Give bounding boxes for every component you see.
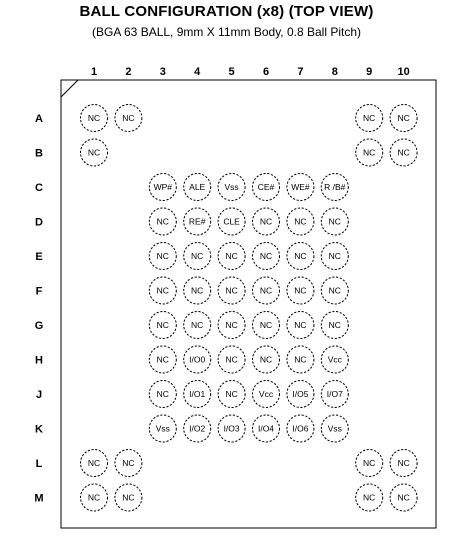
ball-label: NC [328, 285, 341, 296]
ball-label: I/O3 [223, 423, 240, 434]
ball-label: CLE [223, 216, 240, 227]
ball [356, 484, 383, 511]
ball [115, 105, 142, 132]
ball [287, 381, 314, 408]
ball [356, 139, 383, 166]
column-label: 6 [262, 66, 270, 78]
ball-label: Vss [224, 182, 239, 192]
ball [184, 174, 211, 201]
ball [149, 415, 176, 442]
ball [287, 277, 314, 304]
ball [321, 208, 348, 235]
ball-label: Vcc [258, 389, 274, 399]
ball-label: NC [225, 389, 238, 399]
ball-label: WE# [291, 182, 310, 192]
ball [218, 277, 245, 304]
ball [287, 243, 314, 270]
ball [321, 415, 348, 442]
ball-label: NC [294, 285, 307, 296]
ball-label: NC [363, 492, 376, 503]
ball [184, 381, 211, 408]
ball [115, 450, 142, 477]
ball-label: NC [87, 147, 101, 158]
ball [287, 312, 314, 339]
ball-label: NC [87, 113, 101, 123]
ball-label: I/O7 [326, 389, 343, 399]
ball-label: CE# [257, 182, 275, 192]
ball-label: R /B# [324, 182, 346, 192]
ball-label: NC [363, 458, 376, 468]
ball-label: I/O2 [189, 423, 206, 434]
ball-label: I/O0 [189, 354, 206, 365]
row-label: B [35, 147, 43, 160]
ball-label: NC [259, 216, 273, 227]
row-label: A [35, 113, 43, 125]
ball-label: NC [122, 113, 135, 123]
ball-label: I/O1 [189, 389, 206, 399]
ball-label: NC [397, 492, 410, 503]
ball-label: NC [191, 285, 204, 296]
ball [287, 208, 314, 235]
ball [253, 346, 280, 373]
ball [321, 174, 348, 201]
ball [218, 346, 245, 373]
column-label: 5 [228, 66, 235, 78]
column-label: 7 [297, 66, 304, 78]
row-label: J [35, 389, 43, 401]
ball-label: NC [397, 147, 410, 158]
ball-label: NC [363, 147, 376, 158]
ball-label: NC [87, 458, 101, 468]
diagram-subtitle: (BGA 63 BALL, 9mm X 11mm Body, 0.8 Ball Pitch) [92, 25, 361, 39]
ball [287, 174, 314, 201]
ball-label: NC [328, 320, 341, 330]
ball [218, 381, 245, 408]
ball-label: NC [156, 354, 169, 365]
column-label: 1 [90, 66, 98, 78]
ball [184, 243, 211, 270]
ball [81, 105, 108, 132]
ball [81, 139, 108, 166]
ball [253, 381, 280, 408]
ball [218, 174, 245, 201]
ball-label: NC [156, 216, 169, 227]
ball-label: NC [191, 320, 204, 330]
ball-label: NC [191, 251, 204, 261]
column-label: 2 [125, 66, 132, 78]
ball-label: NC [259, 285, 273, 296]
ball [321, 381, 348, 408]
ball-label: RE# [188, 216, 206, 227]
ball [115, 484, 142, 511]
ball [184, 346, 211, 373]
column-label: 10 [397, 66, 410, 78]
ball-label: NC [294, 251, 307, 261]
ball-label: WP# [153, 182, 173, 192]
ball-label: I/O5 [292, 389, 309, 399]
ball [81, 450, 108, 477]
row-label: G [34, 320, 44, 332]
ball-label: NC [156, 389, 169, 399]
ball-label: NC [294, 354, 307, 365]
ball [149, 208, 176, 235]
ball-label: NC [122, 458, 135, 468]
ball [184, 312, 211, 339]
pin1-marker [61, 80, 78, 97]
ball [149, 243, 176, 270]
ball [184, 415, 211, 442]
ball [390, 139, 417, 166]
ball [218, 415, 245, 442]
ball [81, 484, 108, 511]
row-label: M [34, 492, 44, 505]
ball-label: I/O4 [257, 423, 275, 434]
column-labels [91, 66, 410, 78]
ball [390, 105, 417, 132]
ball [184, 277, 211, 304]
ball-label: Vss [155, 423, 170, 434]
ball-label: Vss [327, 423, 342, 434]
ball-label: NC [259, 320, 273, 330]
ball [218, 208, 245, 235]
ball [253, 277, 280, 304]
ball [149, 277, 176, 304]
ball [321, 312, 348, 339]
ball [149, 312, 176, 339]
ball [253, 415, 280, 442]
ball-label: NC [156, 285, 169, 296]
ball-label: ALE [189, 182, 206, 192]
ball [321, 346, 348, 373]
balls [81, 105, 418, 512]
row-label: C [35, 182, 43, 194]
column-label: 4 [194, 66, 201, 78]
ball-label: NC [156, 251, 169, 261]
column-label: 3 [159, 66, 166, 78]
ball-label: NC [328, 216, 341, 227]
ball [253, 208, 280, 235]
ball-label: NC [397, 113, 410, 123]
ball [218, 312, 245, 339]
ball-label: NC [225, 320, 238, 330]
ball [390, 484, 417, 511]
ball [287, 346, 314, 373]
row-label: H [35, 354, 43, 367]
ball-label: NC [294, 216, 307, 227]
row-label: D [35, 216, 43, 229]
row-label: L [35, 458, 43, 470]
ball-label: NC [225, 285, 238, 296]
row-label: K [35, 423, 43, 436]
row-label: E [35, 251, 43, 263]
ball-label: NC [363, 113, 376, 123]
ball [321, 277, 348, 304]
ball-label: NC [156, 320, 169, 330]
ball-label: NC [328, 251, 341, 261]
column-label: 9 [366, 66, 373, 78]
ball [321, 243, 348, 270]
diagram-title: BALL CONFIGURATION (x8) (TOP VIEW) [79, 3, 374, 20]
ball [149, 174, 176, 201]
row-label: F [35, 285, 43, 298]
ball [287, 415, 314, 442]
ball [218, 243, 245, 270]
ball [356, 450, 383, 477]
ball-label: NC [87, 492, 101, 503]
ball [356, 105, 383, 132]
ball [184, 208, 211, 235]
ball [149, 381, 176, 408]
ball-label: I/O6 [292, 423, 309, 434]
ball [253, 243, 280, 270]
ball-label: NC [225, 251, 238, 261]
ball-label: NC [259, 251, 273, 261]
column-label: 8 [331, 66, 338, 78]
ball-label: NC [122, 492, 135, 503]
ball-label: NC [259, 354, 273, 365]
ball [253, 312, 280, 339]
ball [253, 174, 280, 201]
ball [390, 450, 417, 477]
ball-label: NC [225, 354, 238, 365]
ball-label: NC [294, 320, 307, 330]
ball-label: Vcc [327, 354, 342, 365]
ball-label: NC [397, 458, 410, 468]
ball [149, 346, 176, 373]
row-labels [34, 113, 43, 505]
